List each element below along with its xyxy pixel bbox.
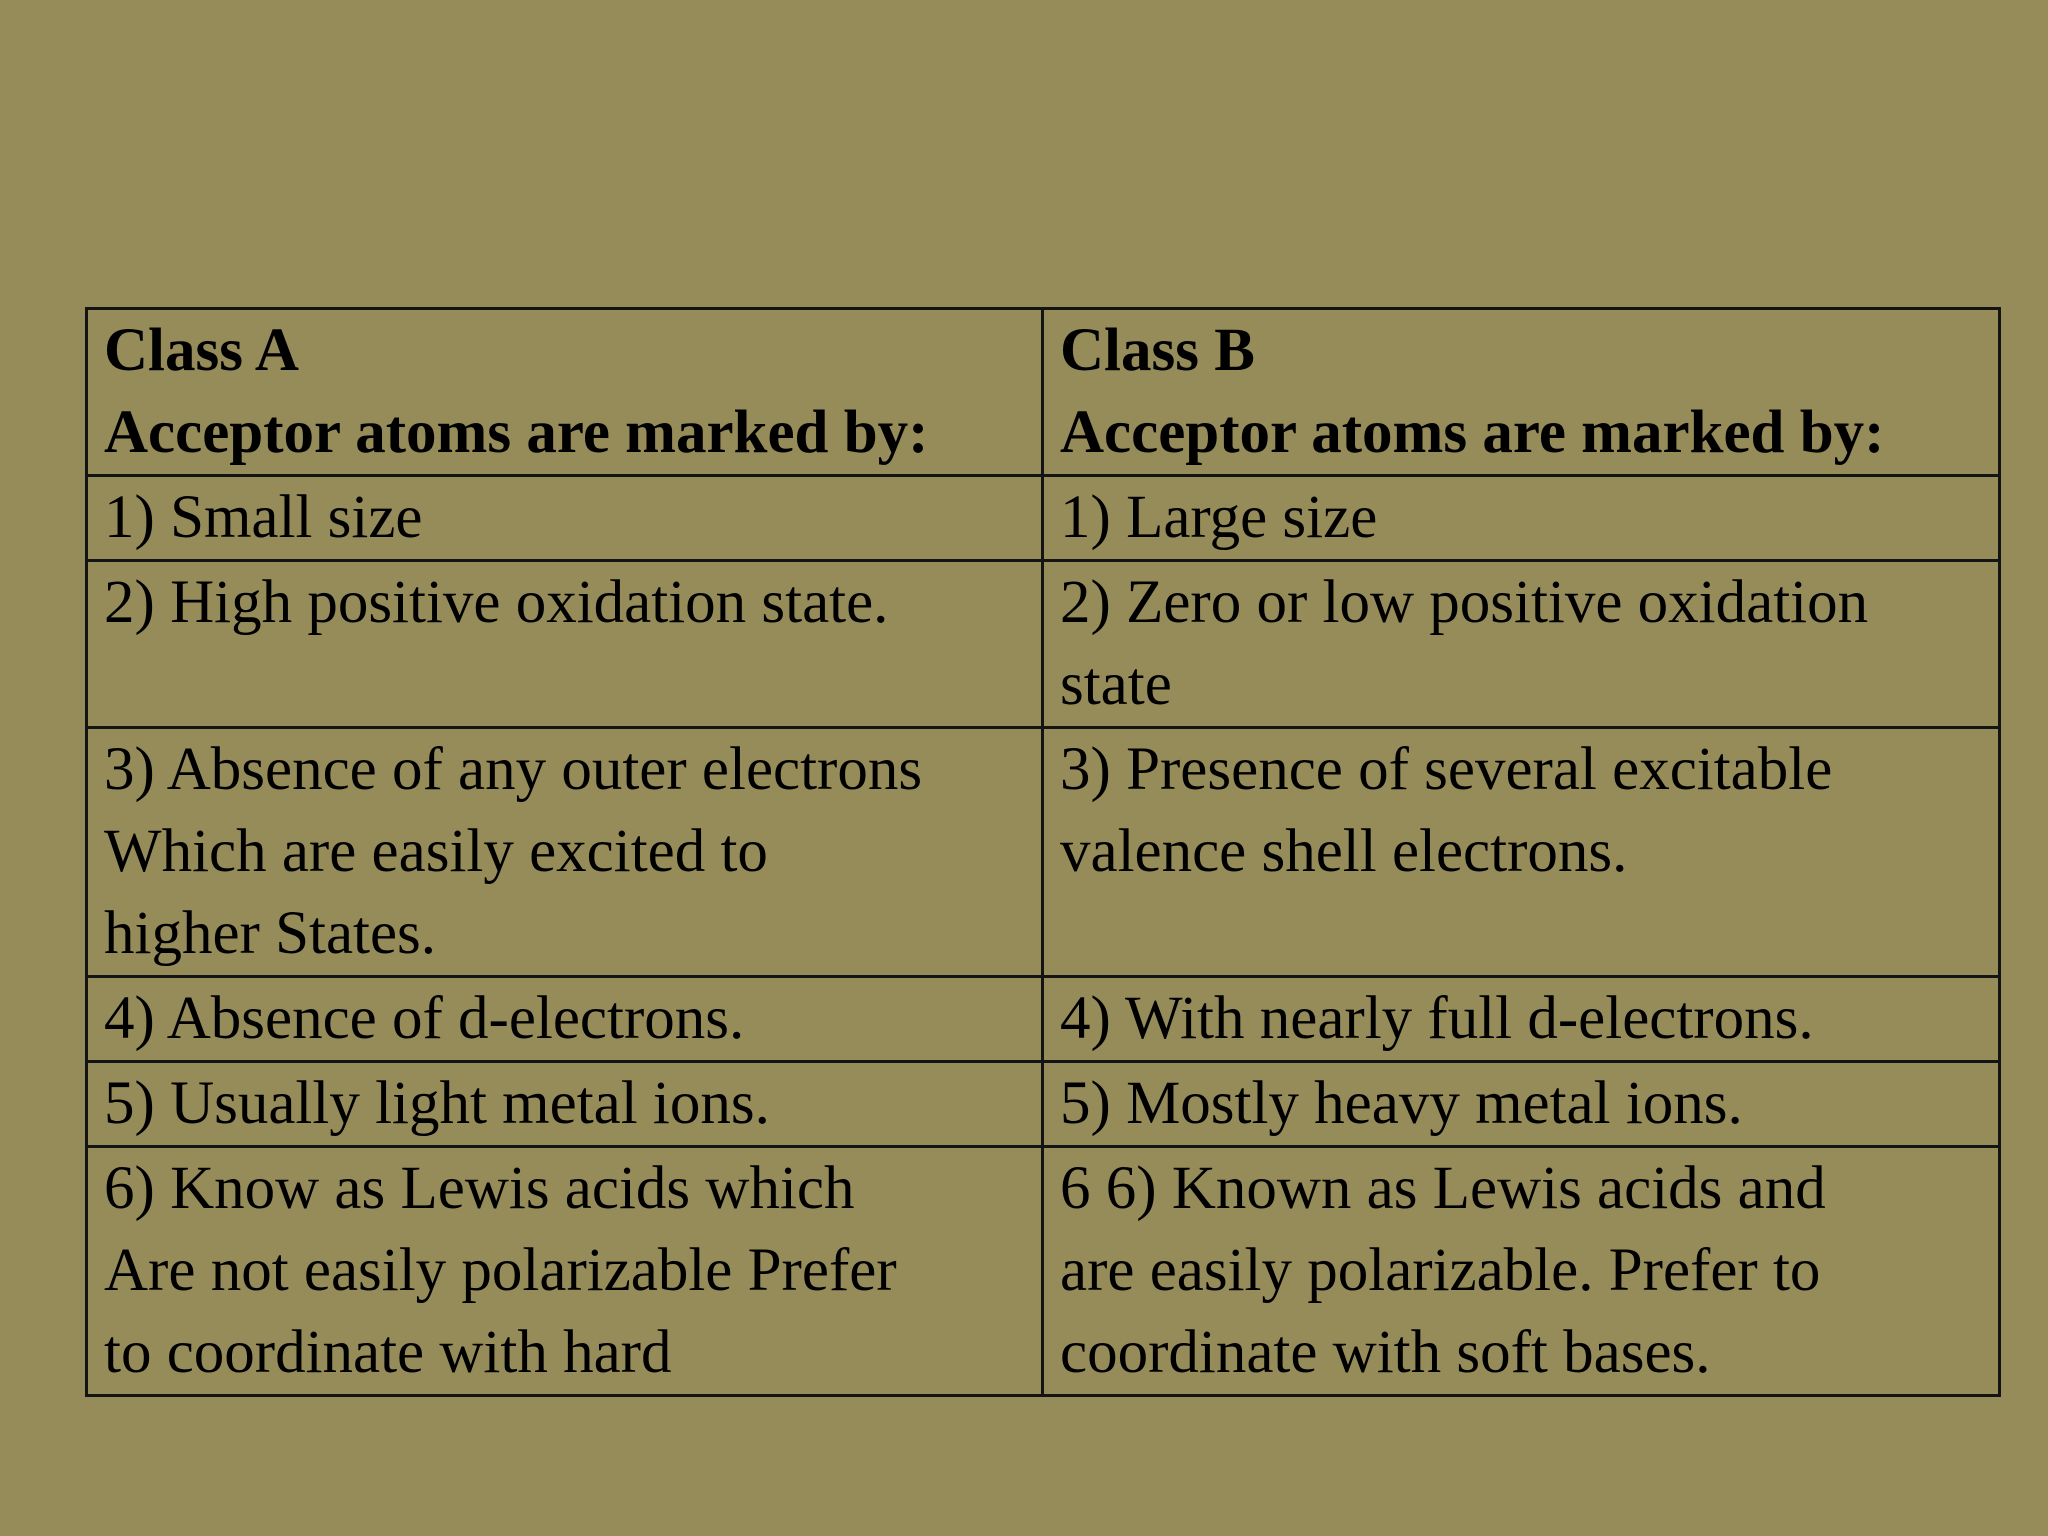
class-a-cell — [87, 1062, 1043, 1147]
class-b-cell — [1043, 728, 2000, 977]
cell-text: 3) Absence of any outer electrons — [104, 736, 923, 803]
class-b-cell — [1043, 561, 2000, 728]
table-row — [87, 728, 2000, 977]
cell-text: are easily polarizable. Prefer to — [1060, 1237, 1821, 1304]
cell-text: to coordinate with hard — [104, 1319, 672, 1386]
table-row — [87, 1147, 2000, 1396]
cell-text: 6 6) Known as Lewis acids and — [1060, 1155, 1826, 1222]
cell-text: 2) Zero or low positive oxidation — [1060, 569, 1869, 636]
cell-text: 4) With nearly full d-electrons. — [1060, 985, 1814, 1052]
class-a-cell — [87, 728, 1043, 977]
class-a-header-cell — [87, 309, 1043, 476]
cell-text: Are not easily polarizable Prefer — [104, 1237, 897, 1304]
class-a-cell — [87, 977, 1043, 1062]
cell-text: 6) Know as Lewis acids which — [104, 1155, 855, 1222]
cell-text: Which are easily excited to — [104, 818, 768, 885]
cell-text: valence shell electrons. — [1060, 818, 1628, 885]
class-a-cell — [87, 476, 1043, 561]
table-header — [87, 309, 2000, 476]
table-row — [87, 561, 2000, 728]
cell-text: 1) Large size — [1060, 484, 1378, 551]
class-a-cell — [87, 561, 1043, 728]
table-row — [87, 476, 2000, 561]
class-b-title: Class B — [1060, 317, 1255, 384]
class-b-cell — [1043, 1062, 2000, 1147]
cell-text: state — [1060, 651, 1172, 718]
class-b-cell — [1043, 977, 2000, 1062]
cell-text: 5) Usually light metal ions. — [104, 1070, 770, 1137]
cell-text: 2) High positive oxidation state. — [104, 569, 889, 636]
class-b-cell — [1043, 476, 2000, 561]
cell-text: 4) Absence of d-electrons. — [104, 985, 745, 1052]
table-body — [87, 476, 2000, 1396]
header-row — [87, 309, 2000, 476]
table-row — [87, 1062, 2000, 1147]
class-b-subtitle: Acceptor atoms are marked by: — [1060, 399, 1885, 466]
cell-text: coordinate with soft bases. — [1060, 1319, 1711, 1386]
class-a-subtitle: Acceptor atoms are marked by: — [104, 399, 929, 466]
class-b-cell — [1043, 1147, 2000, 1396]
class-a-cell — [87, 1147, 1043, 1396]
cell-text: higher States. — [104, 900, 437, 967]
class-b-header-cell — [1043, 309, 2000, 476]
cell-text: 5) Mostly heavy metal ions. — [1060, 1070, 1743, 1137]
table-row — [87, 977, 2000, 1062]
class-a-title: Class A — [104, 317, 299, 384]
cell-text: 3) Presence of several excitable — [1060, 736, 1833, 803]
cell-text: 1) Small size — [104, 484, 423, 551]
comparison-table — [85, 307, 2001, 1397]
